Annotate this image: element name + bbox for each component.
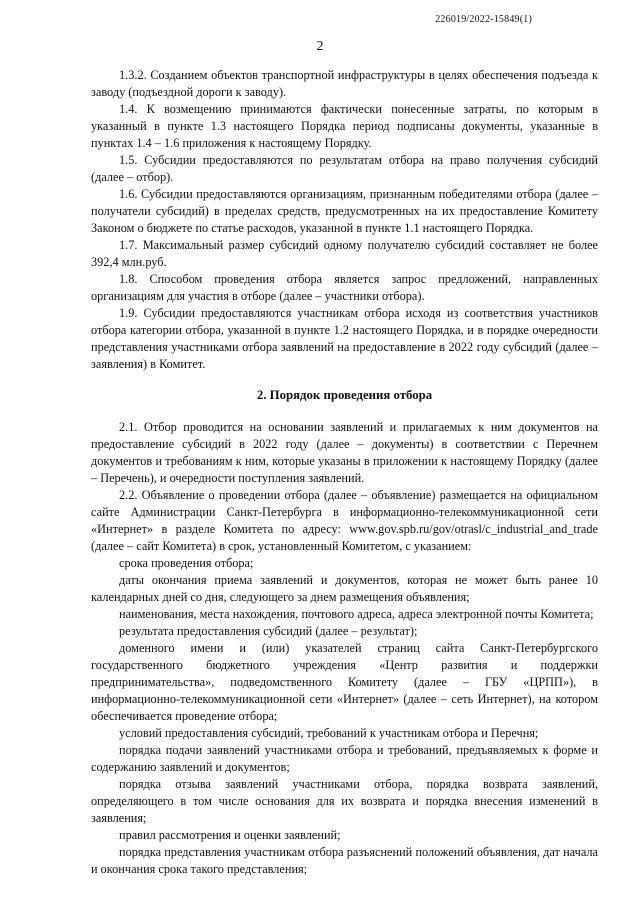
section-heading: 2. Порядок проведения отбора bbox=[256, 388, 433, 402]
list-item: даты окончания приема заявлений и документов, которая не может быть ранее 10 календарных дней со дня, следующего за днем размещения объявления; bbox=[91, 573, 598, 604]
paragraph: 1.4. К возмещению принимаются фактически понесенные затраты, по которым в указанный в пункте 1.3 настоящего Порядка период подписаны документы, указанные в пунктах 1.4 – 1.6 приложения к настоящему Порядку. bbox=[91, 102, 598, 150]
paragraph: 1.7. Максимальный размер субсидий одному получателю субсидий составляет не более 392,4 млн.руб. bbox=[91, 238, 598, 269]
paragraph: 1.8. Способом проведения отбора является запрос предложений, направленных организациям для участия в отборе (далее – участники отбора). bbox=[91, 272, 598, 303]
list-item: порядка представления участникам отбора разъяснений положений объявления, дат начала и окончания срока такого представления; bbox=[91, 845, 598, 876]
list-item: порядка отзыва заявлений участниками отбора, порядка возврата заявлений, определяющего в том числе основания для их возврата и порядка внесения изменений в заявления; bbox=[91, 777, 598, 825]
paragraph: 1.9. Субсидии предоставляются участникам отбора исходя из соответствия участников отбора категории отбора, указанной в пункте 1.2 настоящего Порядка, и в порядке очередности представления участниками отбора заявлений на предоставление в 2022 году субсидий (далее – заявления) в Комитет. bbox=[91, 306, 598, 371]
page-number: 2 bbox=[316, 39, 324, 54]
list-item: результата предоставления субсидий (далее – результат); bbox=[119, 624, 418, 638]
document-body bbox=[91, 67, 598, 878]
paragraph: 1.5. Субсидии предоставляются по результатам отбора на право получения субсидий (далее – отбор). bbox=[91, 153, 598, 184]
list-item: доменного имени и (или) указателей страниц сайта Санкт-Петербургского государственного бюджетного учреждения «Центр развития и поддержки предпринимательства», подведомственного Комитету (далее – ГБУ «ЦРПП»), в информационно-телекоммуникационной сети «Интернет» (далее – сеть Интернет), на котором обеспечивается проведение отбора; bbox=[91, 641, 598, 723]
list-item: порядка подачи заявлений участниками отбора и требований, предъявляемых к форме и содержанию заявлений и документов; bbox=[91, 743, 598, 774]
list-item: условий предоставления субсидий, требований к участникам отбора и Перечня; bbox=[119, 726, 539, 740]
paragraph: 1.6. Субсидии предоставляются организациям, признанным победителями отбора (далее – получатели субсидий) в пределах средств, предусмотренных на их предоставление Комитету Законом о бюджете по статье расходов, указанной в пункте 1.1 настоящего Порядка. bbox=[91, 187, 598, 235]
list-item: срока проведения отбора; bbox=[119, 556, 254, 570]
paragraph: 1.3.2. Созданием объектов транспортной инфраструктуры в целях обеспечения подъезда к заводу (подъездной дороги к заводу). bbox=[91, 68, 598, 99]
list-item: наименования, места нахождения, почтового адреса, адреса электронной почты Комитета; bbox=[119, 607, 594, 621]
list-item: правил рассмотрения и оценки заявлений; bbox=[119, 828, 341, 842]
paragraph: 2.1. Отбор проводится на основании заявлений и прилагаемых к ним документов на предоставление субсидий в 2022 году (далее – документы) в соответствии с Перечнем документов и требованиям к ним, которые указаны в приложении к настоящему Порядку (далее – Перечень), и очередности поступления заявлений. bbox=[91, 420, 598, 485]
document-id: 226019/2022-15849(1) bbox=[435, 14, 532, 25]
paragraph: 2.2. Объявление о проведении отбора (далее – объявление) размещается на официальном сайте Администрации Санкт-Петербурга в информационно-телекоммуникационной сети «Интернет» в разделе Комитета по адресу: www.gov.spb.ru/gov/otrasl/c_industrial_and_trade (далее – сайт Комитета) в срок, установленный Комитетом, с указанием: bbox=[91, 488, 598, 553]
